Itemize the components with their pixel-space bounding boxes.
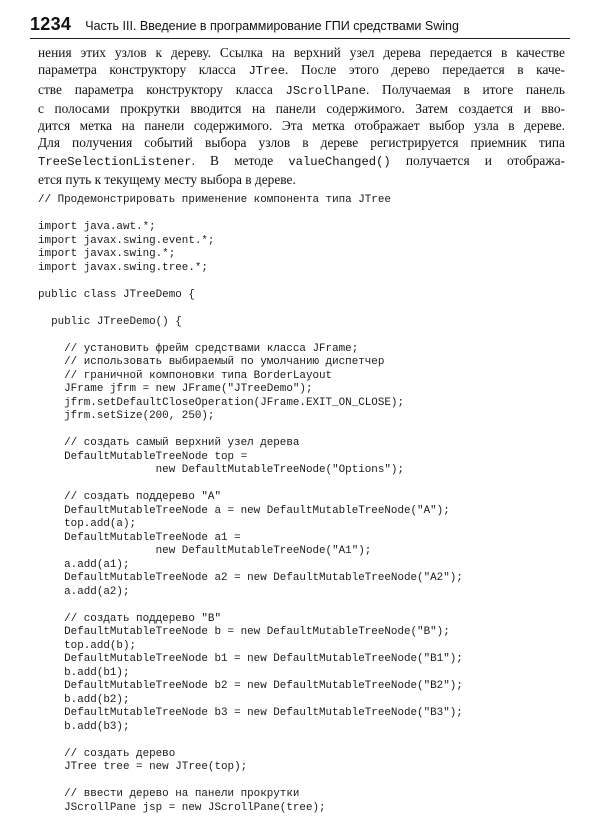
code-line: DefaultMutableTreeNode a1 =: [38, 531, 241, 544]
code-line: new DefaultMutableTreeNode("A1");: [38, 545, 372, 557]
running-title: Часть III. Введение в программирование ГПИ средствами Swing: [85, 19, 459, 33]
code-line: import javax.swing.tree.*;: [38, 261, 208, 274]
code-line: jfrm.setSize(200, 250);: [38, 410, 215, 422]
text-run: . После этого дерево передается в каче-: [285, 62, 565, 78]
code-line: [38, 208, 578, 222]
paragraph-line: [38, 44, 565, 61]
text-run: получается и отобража-: [390, 152, 565, 168]
paragraph-line: [38, 171, 565, 188]
text-run: параметра конструктору класса: [38, 62, 249, 78]
code-line: // создать поддерево "A": [38, 491, 221, 503]
code-line: JFrame jfrm = new JFrame("JTreeDemo");: [38, 383, 313, 395]
code-line: // граничной компоновки типа BorderLayout: [38, 369, 333, 382]
code-line: public class JTreeDemo {: [38, 288, 195, 301]
code-line: DefaultMutableTreeNode top =: [38, 450, 248, 463]
code-line: public JTreeDemo() {: [38, 315, 182, 328]
code-line: // использовать выбираемый по умолчанию диспетчер: [38, 356, 385, 368]
code-line: new DefaultMutableTreeNode("Options");: [38, 464, 404, 476]
paragraph-line: [38, 117, 565, 134]
code-line: [38, 329, 578, 343]
inline-code: JTree: [248, 64, 286, 79]
code-line: b.add(b2);: [38, 693, 130, 706]
paragraph-line: [38, 81, 565, 100]
code-line: // ввести дерево на панели прокрутки: [38, 788, 300, 800]
text-run: . Получаемая в итоге панель: [366, 81, 565, 97]
inline-code: TreeSelectionListener: [38, 154, 192, 169]
code-line: b.add(b1);: [38, 666, 130, 679]
text-run: дится метка на панели содержимого. Эта метка отображает выбор узла в дереве.: [38, 118, 565, 134]
page-number: 1234: [30, 14, 72, 34]
code-line: [38, 275, 578, 289]
code-line: import java.awt.*;: [38, 221, 156, 233]
code-line: a.add(a1);: [38, 558, 130, 571]
code-line: top.add(b);: [38, 639, 137, 652]
paragraph-line: [38, 152, 565, 171]
code-line: // создать поддерево "B": [38, 612, 221, 625]
text-run: стве параметра конструктору класса: [38, 81, 286, 97]
code-line: // создать дерево: [38, 747, 176, 760]
text-run: ется путь к текущему месту выбора в дереве.: [38, 172, 296, 188]
code-line: DefaultMutableTreeNode b1 = new DefaultMutableTreeNode("B1");: [38, 653, 463, 665]
paragraph-line: [38, 134, 565, 151]
code-line: [38, 424, 578, 438]
inline-code: JScrollPane: [285, 83, 366, 98]
code-line: import javax.swing.event.*;: [38, 234, 215, 247]
code-line: DefaultMutableTreeNode b3 = new DefaultMutableTreeNode("B3");: [38, 707, 463, 719]
code-line: [38, 302, 578, 316]
code-line: [38, 478, 578, 492]
code-line: [38, 599, 578, 613]
code-line: DefaultMutableTreeNode a = new DefaultMutableTreeNode("A");: [38, 504, 450, 517]
code-line: jfrm.setDefaultCloseOperation(JFrame.EXIT_ON_CLOSE);: [38, 396, 404, 409]
code-line: // установить фрейм средствами класса JFrame;: [38, 342, 359, 355]
text-run: Для получения событий выбора узлов в дереве регистрируется приемник типа: [38, 135, 565, 151]
inline-code: valueChanged(): [288, 154, 391, 169]
code-line: DefaultMutableTreeNode b = new DefaultMutableTreeNode("B");: [38, 626, 450, 638]
paragraph-line: [38, 100, 565, 117]
text-run: нения этих узлов к дереву. Ссылка на верхний узел дерева передается в качестве: [38, 45, 565, 60]
code-line: JScrollPane jsp = new JScrollPane(tree);: [38, 801, 326, 814]
code-listing: [38, 194, 578, 815]
code-line: b.add(b3);: [38, 720, 130, 733]
code-line: DefaultMutableTreeNode b2 = new DefaultMutableTreeNode("B2");: [38, 680, 463, 692]
code-line: // создать самый верхний узел дерева: [38, 437, 300, 449]
code-line: [38, 775, 578, 789]
text-run: с полосами прокрутки вводится на панели содержимого. Затем создается и вво-: [38, 100, 565, 116]
body-paragraph: [38, 44, 565, 188]
code-line: [38, 734, 578, 748]
text-run: . В методе: [191, 152, 289, 168]
code-line: JTree tree = new JTree(top);: [38, 761, 248, 773]
page-header: [30, 14, 570, 40]
code-line: top.add(a);: [38, 518, 137, 530]
code-line: // Продемонстрировать применение компонента типа JTree: [38, 194, 391, 206]
code-line: DefaultMutableTreeNode a2 = new DefaultMutableTreeNode("A2");: [38, 572, 463, 584]
code-line: import javax.swing.*;: [38, 248, 176, 260]
code-line: a.add(a2);: [38, 585, 130, 598]
paragraph-line: [38, 61, 565, 80]
header-rule: [30, 38, 570, 39]
